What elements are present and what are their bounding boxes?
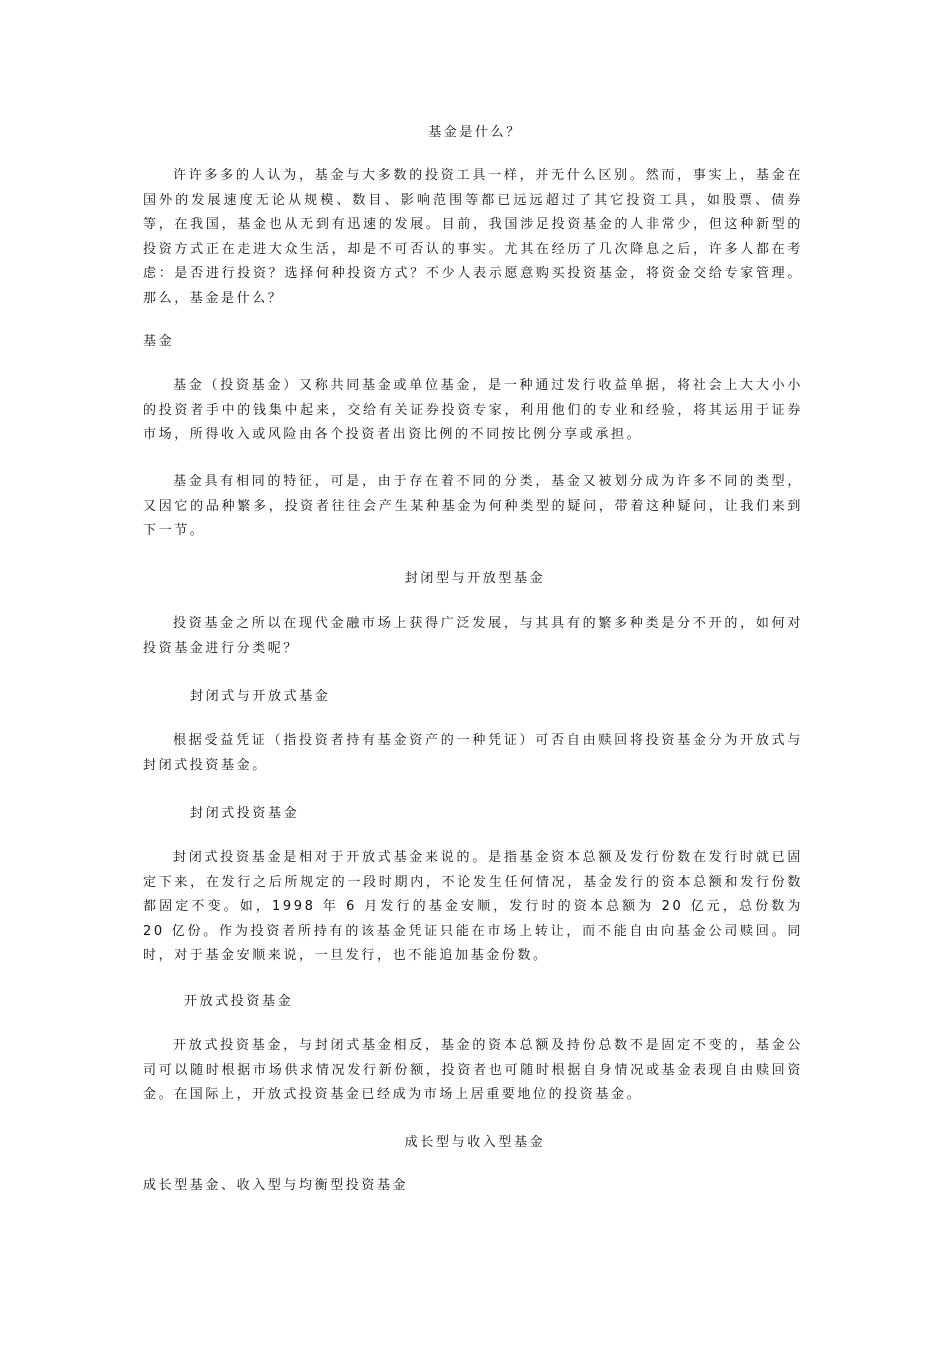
intro-paragraph: 许许多多的人认为，基金与大多数的投资工具一样，并无什么区别。然而，事实上，基金在国外的发展速度无论从规模、数目、影响范围等都已远远超过了其它投资工具，如股票、债券等，在我国，基金也从无到有迅速的发展。目前，我国涉足投资基金的人非常少，但这种新型的投资方式正在走进大众生活，却是不可否认的事实。尤其在经历了几次降息之后，许多人都在考虑：是否进行投资？选择何种投资方式？不少人表示愿意购买投资基金，将资金交给专家管理。那么，基金是什么？ — [143, 168, 803, 306]
paragraph-classification: 投资基金之所以在现代金融市场上获得广泛发展，与其具有的繁多种类是分不开的，如何对投资基金进行分类呢？ — [143, 616, 803, 656]
heading-closed-fund: 封闭式投资基金 — [190, 806, 300, 821]
paragraph-fund-types: 基金具有相同的特征，可是，由于存在着不同的分类，基金又被划分成为许多不同的类型，又因它的品种繁多，投资者往往会产生某种基金为何种类型的疑问，带着这种疑问，让我们来到下一节。 — [143, 474, 803, 538]
heading-closed-open-funds: 封闭型与开放型基金 — [404, 571, 546, 586]
paragraph-fund-definition: 基金（投资基金）又称共同基金或单位基金，是一种通过发行收益单据，将社会上大大小小的投资者手中的钱集中起来，交给有关证券投资专家，利用他们的专业和经验，将其运用于证券市场，所得收入或风险由各个投资者出资比例的不同按比例分享或承担。 — [143, 378, 803, 442]
heading-closed-open-style: 封闭式与开放式基金 — [190, 689, 331, 704]
heading-open-fund: 开放式投资基金 — [184, 994, 294, 1009]
paragraph-open-fund: 开放式投资基金，与封闭式基金相反，基金的资本总额及持份总数不是固定不变的，基金公司可以随时根据市场供求情况发行新份额，投资者也可随时根据自身情况或基金表现自由赎回资金。在国际上，开放式投资基金已经成为市场上居重要地位的投资基金。 — [143, 1038, 803, 1102]
paragraph-closed-fund: 封闭式投资基金是相对于开放式基金来说的。是指基金资本总额及发行份数在发行时就已固定下来，在发行之后所规定的一段时期内，不论发生任何情况，基金发行的资本总额和发行份数都固定不变。如，1998 年 6 月发行的基金安顺，发行时的资本总额为 20 亿元，总份数为 20 亿份。作为投资者所持有的该基金凭证只能在市场上转让，而不能自由向基金公司赎回。同时，对于基金安顺来说，一旦发行，也不能追加基金份数。 — [143, 850, 803, 963]
paragraph-redemption: 根据受益凭证（指投资者持有基金资产的一种凭证）可否自由赎回将投资基金分为开放式与封闭式投资基金。 — [143, 733, 803, 773]
page-title: 基金是什么？ — [428, 125, 522, 140]
heading-growth-income: 成长型与收入型基金 — [404, 1135, 546, 1150]
heading-growth-income-balanced: 成长型基金、收入型与均衡型投资基金 — [143, 1178, 409, 1193]
heading-fund: 基金 — [143, 334, 175, 349]
